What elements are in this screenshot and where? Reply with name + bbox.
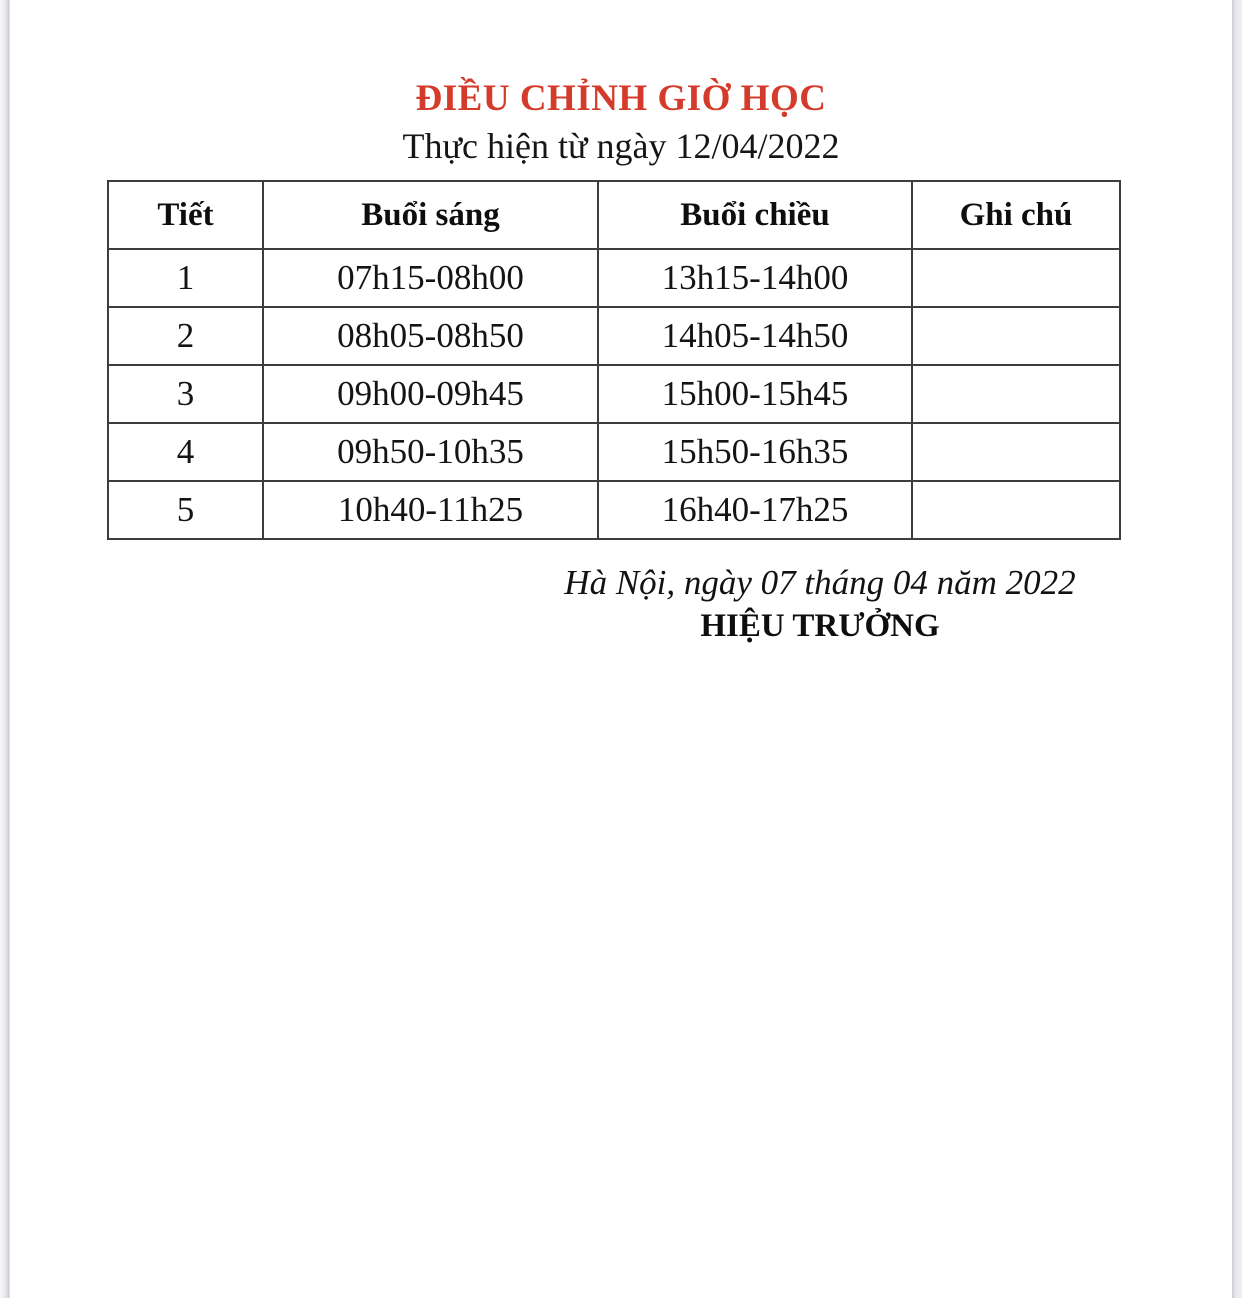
cell-afternoon: 13h15-14h00	[598, 249, 912, 307]
cell-morning: 07h15-08h00	[263, 249, 598, 307]
cell-afternoon: 15h50-16h35	[598, 423, 912, 481]
cell-note	[912, 481, 1120, 539]
table-row	[108, 307, 1120, 365]
cell-afternoon: 15h00-15h45	[598, 365, 912, 423]
cell-morning: 08h05-08h50	[263, 307, 598, 365]
page-edge-left	[0, 0, 10, 1298]
header-cell-period: Tiết	[108, 181, 263, 249]
table-header-row	[108, 181, 1120, 249]
cell-morning: 09h00-09h45	[263, 365, 598, 423]
cell-period: 4	[108, 423, 263, 481]
table-row	[108, 365, 1120, 423]
footer-dateline: Hà Nội, ngày 07 tháng 04 năm 2022	[564, 563, 1076, 602]
cell-note	[912, 365, 1120, 423]
table-row	[108, 423, 1120, 481]
cell-note	[912, 307, 1120, 365]
cell-morning: 10h40-11h25	[263, 481, 598, 539]
cell-period: 5	[108, 481, 263, 539]
cell-period: 3	[108, 365, 263, 423]
page-edge-right	[1231, 0, 1242, 1298]
header-cell-note: Ghi chú	[912, 181, 1120, 249]
schedule-table	[107, 180, 1121, 540]
document-subtitle: Thực hiện từ ngày 12/04/2022	[402, 126, 840, 166]
header-cell-morning: Buổi sáng	[263, 181, 598, 249]
document-title: ĐIỀU CHỈNH GIỜ HỌC	[415, 78, 827, 119]
cell-note	[912, 423, 1120, 481]
header-cell-afternoon: Buổi chiều	[598, 181, 912, 249]
table-row	[108, 249, 1120, 307]
cell-note	[912, 249, 1120, 307]
table-row	[108, 481, 1120, 539]
cell-morning: 09h50-10h35	[263, 423, 598, 481]
cell-period: 2	[108, 307, 263, 365]
signature-block	[540, 562, 1100, 646]
cell-period: 1	[108, 249, 263, 307]
document-page	[10, 0, 1232, 1298]
cell-afternoon: 16h40-17h25	[598, 481, 912, 539]
cell-afternoon: 14h05-14h50	[598, 307, 912, 365]
footer-signer-title: HIỆU TRƯỞNG	[700, 608, 940, 644]
